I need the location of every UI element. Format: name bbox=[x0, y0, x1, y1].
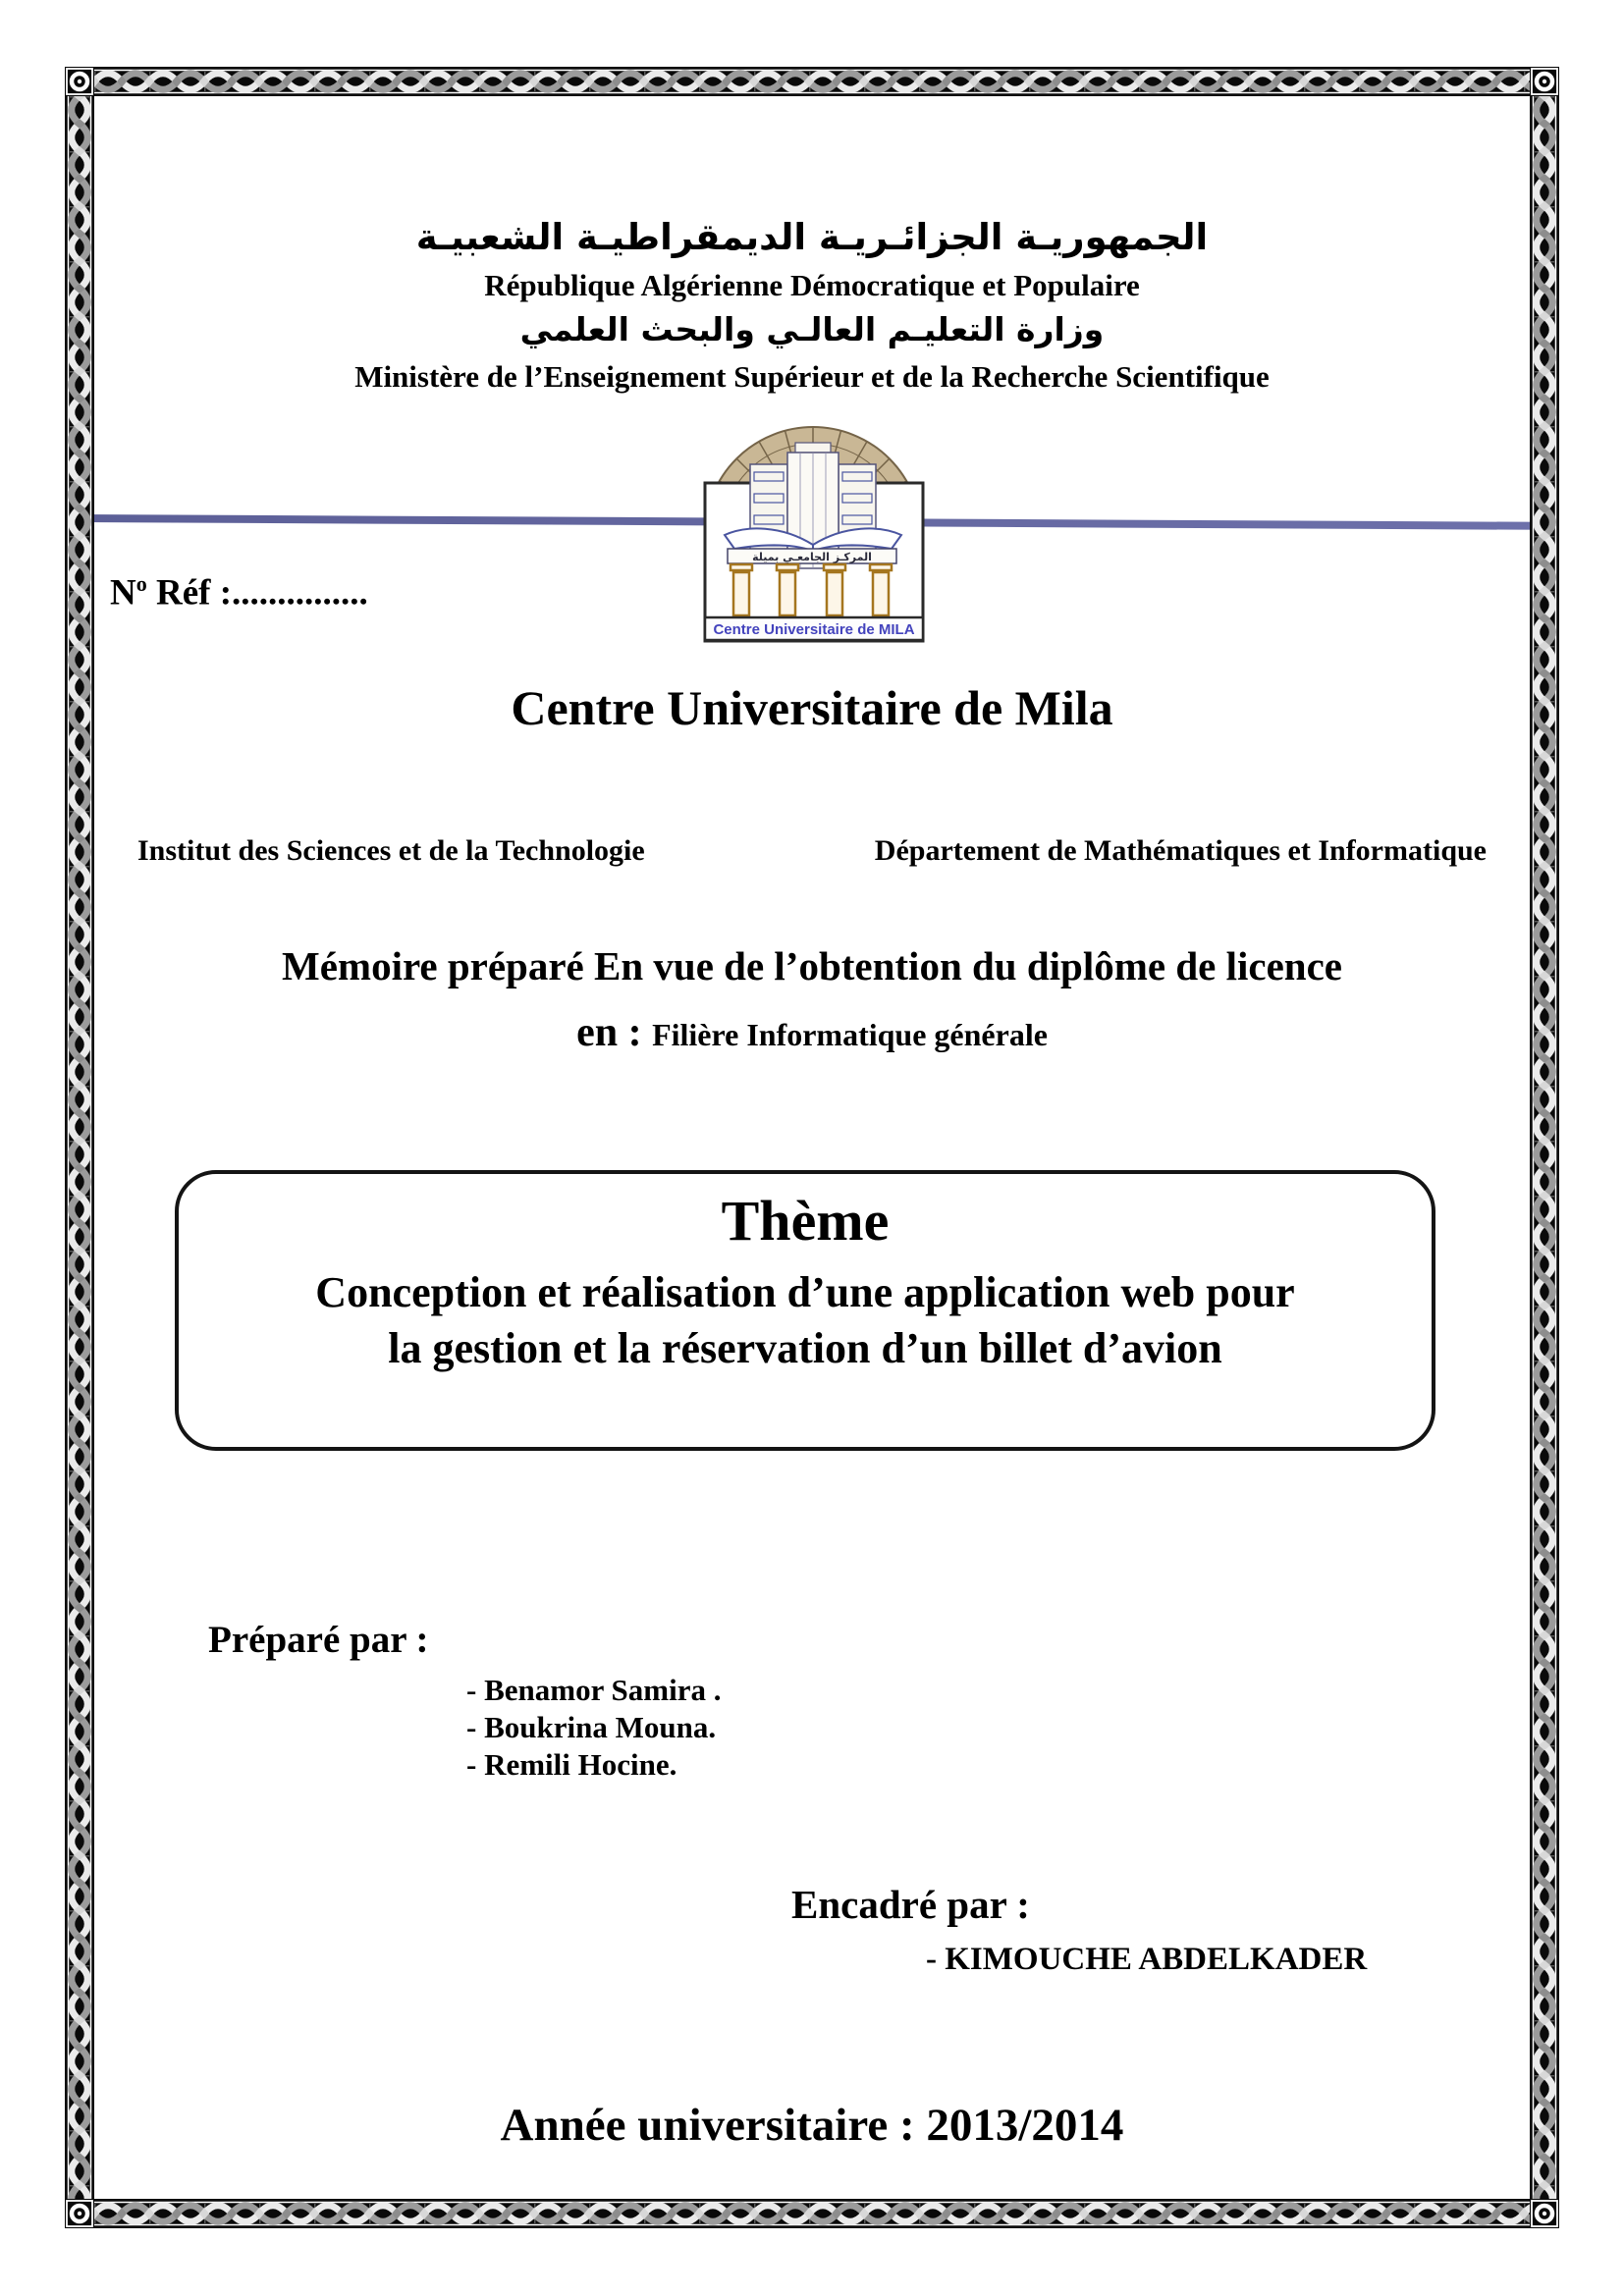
frame-right-band bbox=[1530, 96, 1559, 2199]
frame-bottom-band bbox=[94, 2199, 1530, 2228]
french-ministry-title: Ministère de l’Enseignement Supérieur et de la Recherche Scientifique bbox=[354, 359, 1270, 394]
filiere-name: Filière Informatique générale bbox=[652, 1017, 1048, 1052]
filiere-line bbox=[0, 1009, 1624, 1056]
institute-department-row bbox=[137, 834, 1487, 868]
arabic-ministry-title: وزارة التعليـم العالـي والبحث العلمي bbox=[519, 310, 1105, 348]
academic-year-line: Année universitaire : 2013/2014 bbox=[500, 2100, 1124, 2151]
ref-n: N bbox=[110, 572, 136, 614]
ref-dots: Réf :............... bbox=[146, 572, 368, 614]
ref-sup-o: o bbox=[135, 571, 147, 596]
memoire-line: Mémoire préparé En vue de l’obtention du diplôme de licence bbox=[282, 943, 1342, 988]
university-name: Centre Universitaire de Mila bbox=[511, 680, 1113, 735]
frame-top-band bbox=[94, 67, 1530, 96]
supervisor-name: - KIMOUCHE ABDELKADER bbox=[926, 1942, 1368, 1977]
university-logo bbox=[684, 396, 942, 653]
frame-left-band bbox=[65, 96, 94, 2199]
logo-banner bbox=[728, 549, 896, 563]
department-name: Département de Mathématiques et Informatique bbox=[874, 834, 1487, 867]
en-label: en : bbox=[576, 1010, 653, 1055]
theme-line-1: Conception et réalisation d’une application web pour bbox=[315, 1268, 1295, 1316]
logo-banner-arabic-text: المركـز الجامعـي بميلة bbox=[752, 551, 872, 563]
arabic-republic-title: الجمهوريـة الجزائـريـة الديمقراطيـة الشعبيـة bbox=[415, 216, 1209, 258]
reference-number-line bbox=[110, 571, 368, 614]
prepared-name-3: - Remili Hocine. bbox=[466, 1747, 677, 1782]
prepared-name-2: - Boukrina Mouna. bbox=[466, 1710, 717, 1744]
logo-caption-text: Centre Universitaire de MILA bbox=[713, 621, 915, 638]
prepared-name-1: - Benamor Samira . bbox=[466, 1673, 722, 1707]
theme-title: Thème bbox=[721, 1189, 890, 1253]
theme-line-2: la gestion et la réservation d’un billet d’avion bbox=[388, 1324, 1222, 1372]
prepared-by-label: Préparé par : bbox=[208, 1619, 429, 1661]
prepared-by-names bbox=[466, 1672, 721, 1784]
supervised-by-label: Encadré par : bbox=[791, 1882, 1030, 1927]
french-republic-title: République Algérienne Démocratique et Populaire bbox=[484, 268, 1140, 302]
theme-box bbox=[175, 1170, 1435, 1451]
institute-name: Institut des Sciences et de la Technologie bbox=[137, 834, 645, 867]
